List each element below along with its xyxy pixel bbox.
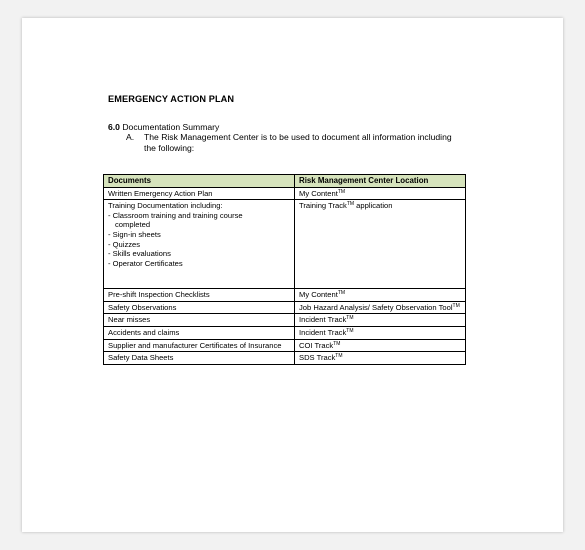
list-item-a	[126, 132, 454, 154]
location-cell	[295, 200, 466, 289]
section-number: 6.0	[108, 122, 120, 132]
document-text: Training Documentation including:	[108, 201, 223, 211]
sub-item: - Skills evaluations	[108, 249, 171, 259]
location-cell	[295, 301, 466, 314]
location-cell	[295, 187, 466, 200]
sub-item-continuation: completed	[115, 220, 151, 230]
location-cell	[295, 352, 466, 365]
document-cell: Written Emergency Action Plan	[104, 187, 295, 200]
document-cell	[104, 200, 295, 289]
documentation-table	[103, 174, 466, 365]
column-header-documents: Documents	[104, 175, 295, 188]
table-row	[104, 301, 466, 314]
trademark-mark: TM	[335, 353, 343, 360]
sub-item: - Classroom training and training course	[108, 210, 243, 220]
document-cell: Supplier and manufacturer Certificates of Insurance	[104, 339, 295, 352]
location-text: Incident Track	[299, 327, 347, 337]
location-text: My Content	[299, 188, 338, 198]
table-row	[104, 289, 466, 302]
location-text: Incident Track	[299, 315, 347, 325]
location-cell	[295, 289, 466, 302]
location-cell	[295, 339, 466, 352]
list-item-letter: A.	[126, 132, 135, 142]
table-row	[104, 352, 466, 365]
location-text: COI Track	[299, 340, 334, 350]
document-sub-list	[108, 211, 290, 269]
trademark-mark: TM	[333, 340, 341, 347]
location-text: My Content	[299, 290, 338, 300]
trademark-mark: TM	[337, 188, 346, 195]
document-cell: Near misses	[104, 314, 295, 327]
column-header-location: Risk Management Center Location	[295, 175, 466, 188]
document-cell: Safety Data Sheets	[104, 352, 295, 365]
sub-item: - Operator Certificates	[108, 258, 183, 268]
document-page	[22, 18, 563, 532]
trademark-mark: TM	[452, 302, 460, 309]
table-row	[104, 326, 466, 339]
sub-item: - Sign-in sheets	[108, 229, 161, 239]
location-text: Job Hazard Analysis/ Safety Observation Tool	[299, 302, 453, 312]
location-text: SDS Track	[299, 353, 336, 363]
trademark-mark: TM	[346, 327, 354, 334]
location-cell	[295, 314, 466, 327]
list-item-text: The Risk Management Center is to be used to document all information including the following:	[144, 132, 452, 153]
location-text: Training Track	[299, 201, 347, 211]
location-suffix: application	[354, 201, 393, 211]
trademark-mark: TM	[346, 201, 355, 208]
section-heading-text: Documentation Summary	[122, 122, 220, 132]
table-header-row	[104, 175, 466, 188]
table-row	[104, 200, 466, 289]
location-cell	[295, 326, 466, 339]
document-cell: Pre-shift Inspection Checklists	[104, 289, 295, 302]
document-cell: Safety Observations	[104, 301, 295, 314]
table-row	[104, 339, 466, 352]
sub-item: - Quizzes	[108, 239, 141, 249]
document-title: EMERGENCY ACTION PLAN	[108, 94, 235, 104]
trademark-mark: TM	[337, 290, 346, 297]
trademark-mark: TM	[346, 315, 354, 322]
table-row	[104, 187, 466, 200]
table-row	[104, 314, 466, 327]
section-heading	[108, 122, 219, 132]
document-cell: Accidents and claims	[104, 326, 295, 339]
